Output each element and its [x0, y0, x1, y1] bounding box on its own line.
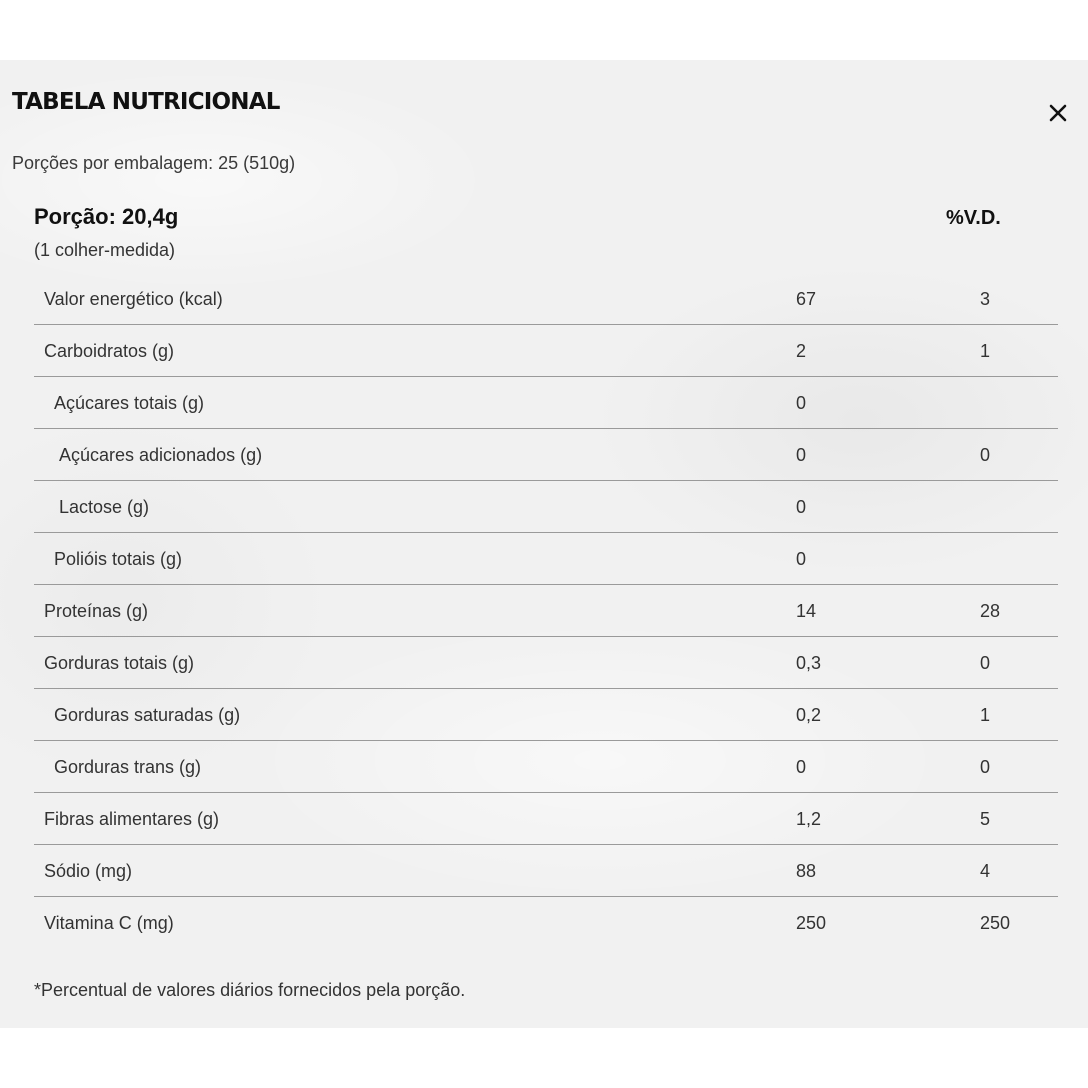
nutrient-amount: 14 [796, 601, 817, 621]
servings-per-package: Porções por embalagem: 25 (510g) [12, 153, 296, 173]
table-row [34, 429, 1058, 481]
nutrient-amount: 0 [796, 445, 807, 465]
nutrient-amount: 250 [796, 913, 827, 933]
close-button[interactable] [1043, 98, 1073, 128]
nutrient-amount: 1,2 [796, 809, 822, 829]
table-row [34, 845, 1058, 897]
nutrient-daily-value: 1 [980, 341, 991, 361]
nutrient-name: Gorduras totais (g) [44, 653, 195, 673]
table-row [34, 637, 1058, 689]
nutrient-daily-value: 3 [980, 289, 991, 309]
nutrient-name: Carboidratos (g) [44, 341, 175, 361]
portion-note: (1 colher-medida) [34, 240, 176, 260]
nutrient-name: Açúcares totais (g) [54, 393, 205, 413]
nutrient-amount: 2 [796, 341, 807, 361]
table-row [34, 481, 1058, 533]
daily-value-header: %V.D. [946, 207, 1001, 229]
footnote: *Percentual de valores diários fornecidos pela porção. [34, 980, 466, 1000]
nutrient-name: Gorduras saturadas (g) [54, 705, 241, 725]
nutrient-name: Vitamina C (mg) [44, 913, 174, 933]
nutrient-name: Fibras alimentares (g) [44, 809, 220, 829]
nutrient-amount: 0 [796, 393, 807, 413]
nutrient-name: Sódio (mg) [44, 861, 133, 881]
nutrient-amount: 67 [796, 289, 817, 309]
table-row [34, 377, 1058, 429]
nutrition-modal [0, 60, 1088, 1028]
table-row [34, 585, 1058, 637]
nutrient-amount: 88 [796, 861, 817, 881]
table-row [34, 689, 1058, 741]
table-row [34, 533, 1058, 585]
nutrient-name: Polióis totais (g) [54, 549, 183, 569]
table-row [34, 325, 1058, 377]
nutrient-daily-value: 250 [980, 913, 1011, 933]
nutrient-daily-value: 0 [980, 653, 991, 673]
nutrient-amount: 0 [796, 757, 807, 777]
nutrient-amount: 0,2 [796, 705, 822, 725]
nutrient-daily-value: 28 [980, 601, 1001, 621]
nutrient-name: Proteínas (g) [44, 601, 149, 621]
nutrition-table [34, 273, 1058, 948]
nutrient-daily-value: 0 [980, 757, 991, 777]
nutrient-amount: 0,3 [796, 653, 822, 673]
nutrient-daily-value: 4 [980, 861, 991, 881]
close-icon [1043, 98, 1073, 128]
table-row [34, 793, 1058, 845]
nutrient-daily-value: 0 [980, 445, 991, 465]
table-row [34, 741, 1058, 793]
nutrient-amount: 0 [796, 549, 807, 569]
nutrient-name: Açúcares adicionados (g) [59, 445, 263, 465]
nutrient-name: Valor energético (kcal) [44, 289, 223, 309]
nutrient-name: Lactose (g) [59, 497, 150, 517]
nutrient-name: Gorduras trans (g) [54, 757, 202, 777]
nutrient-amount: 0 [796, 497, 807, 517]
table-row [34, 273, 1058, 325]
table-row [34, 897, 1058, 948]
nutrient-daily-value: 1 [980, 705, 991, 725]
nutrient-daily-value: 5 [980, 809, 991, 829]
modal-title: TABELA NUTRICIONAL [12, 89, 280, 115]
portion-size: Porção: 20,4g [34, 204, 179, 229]
